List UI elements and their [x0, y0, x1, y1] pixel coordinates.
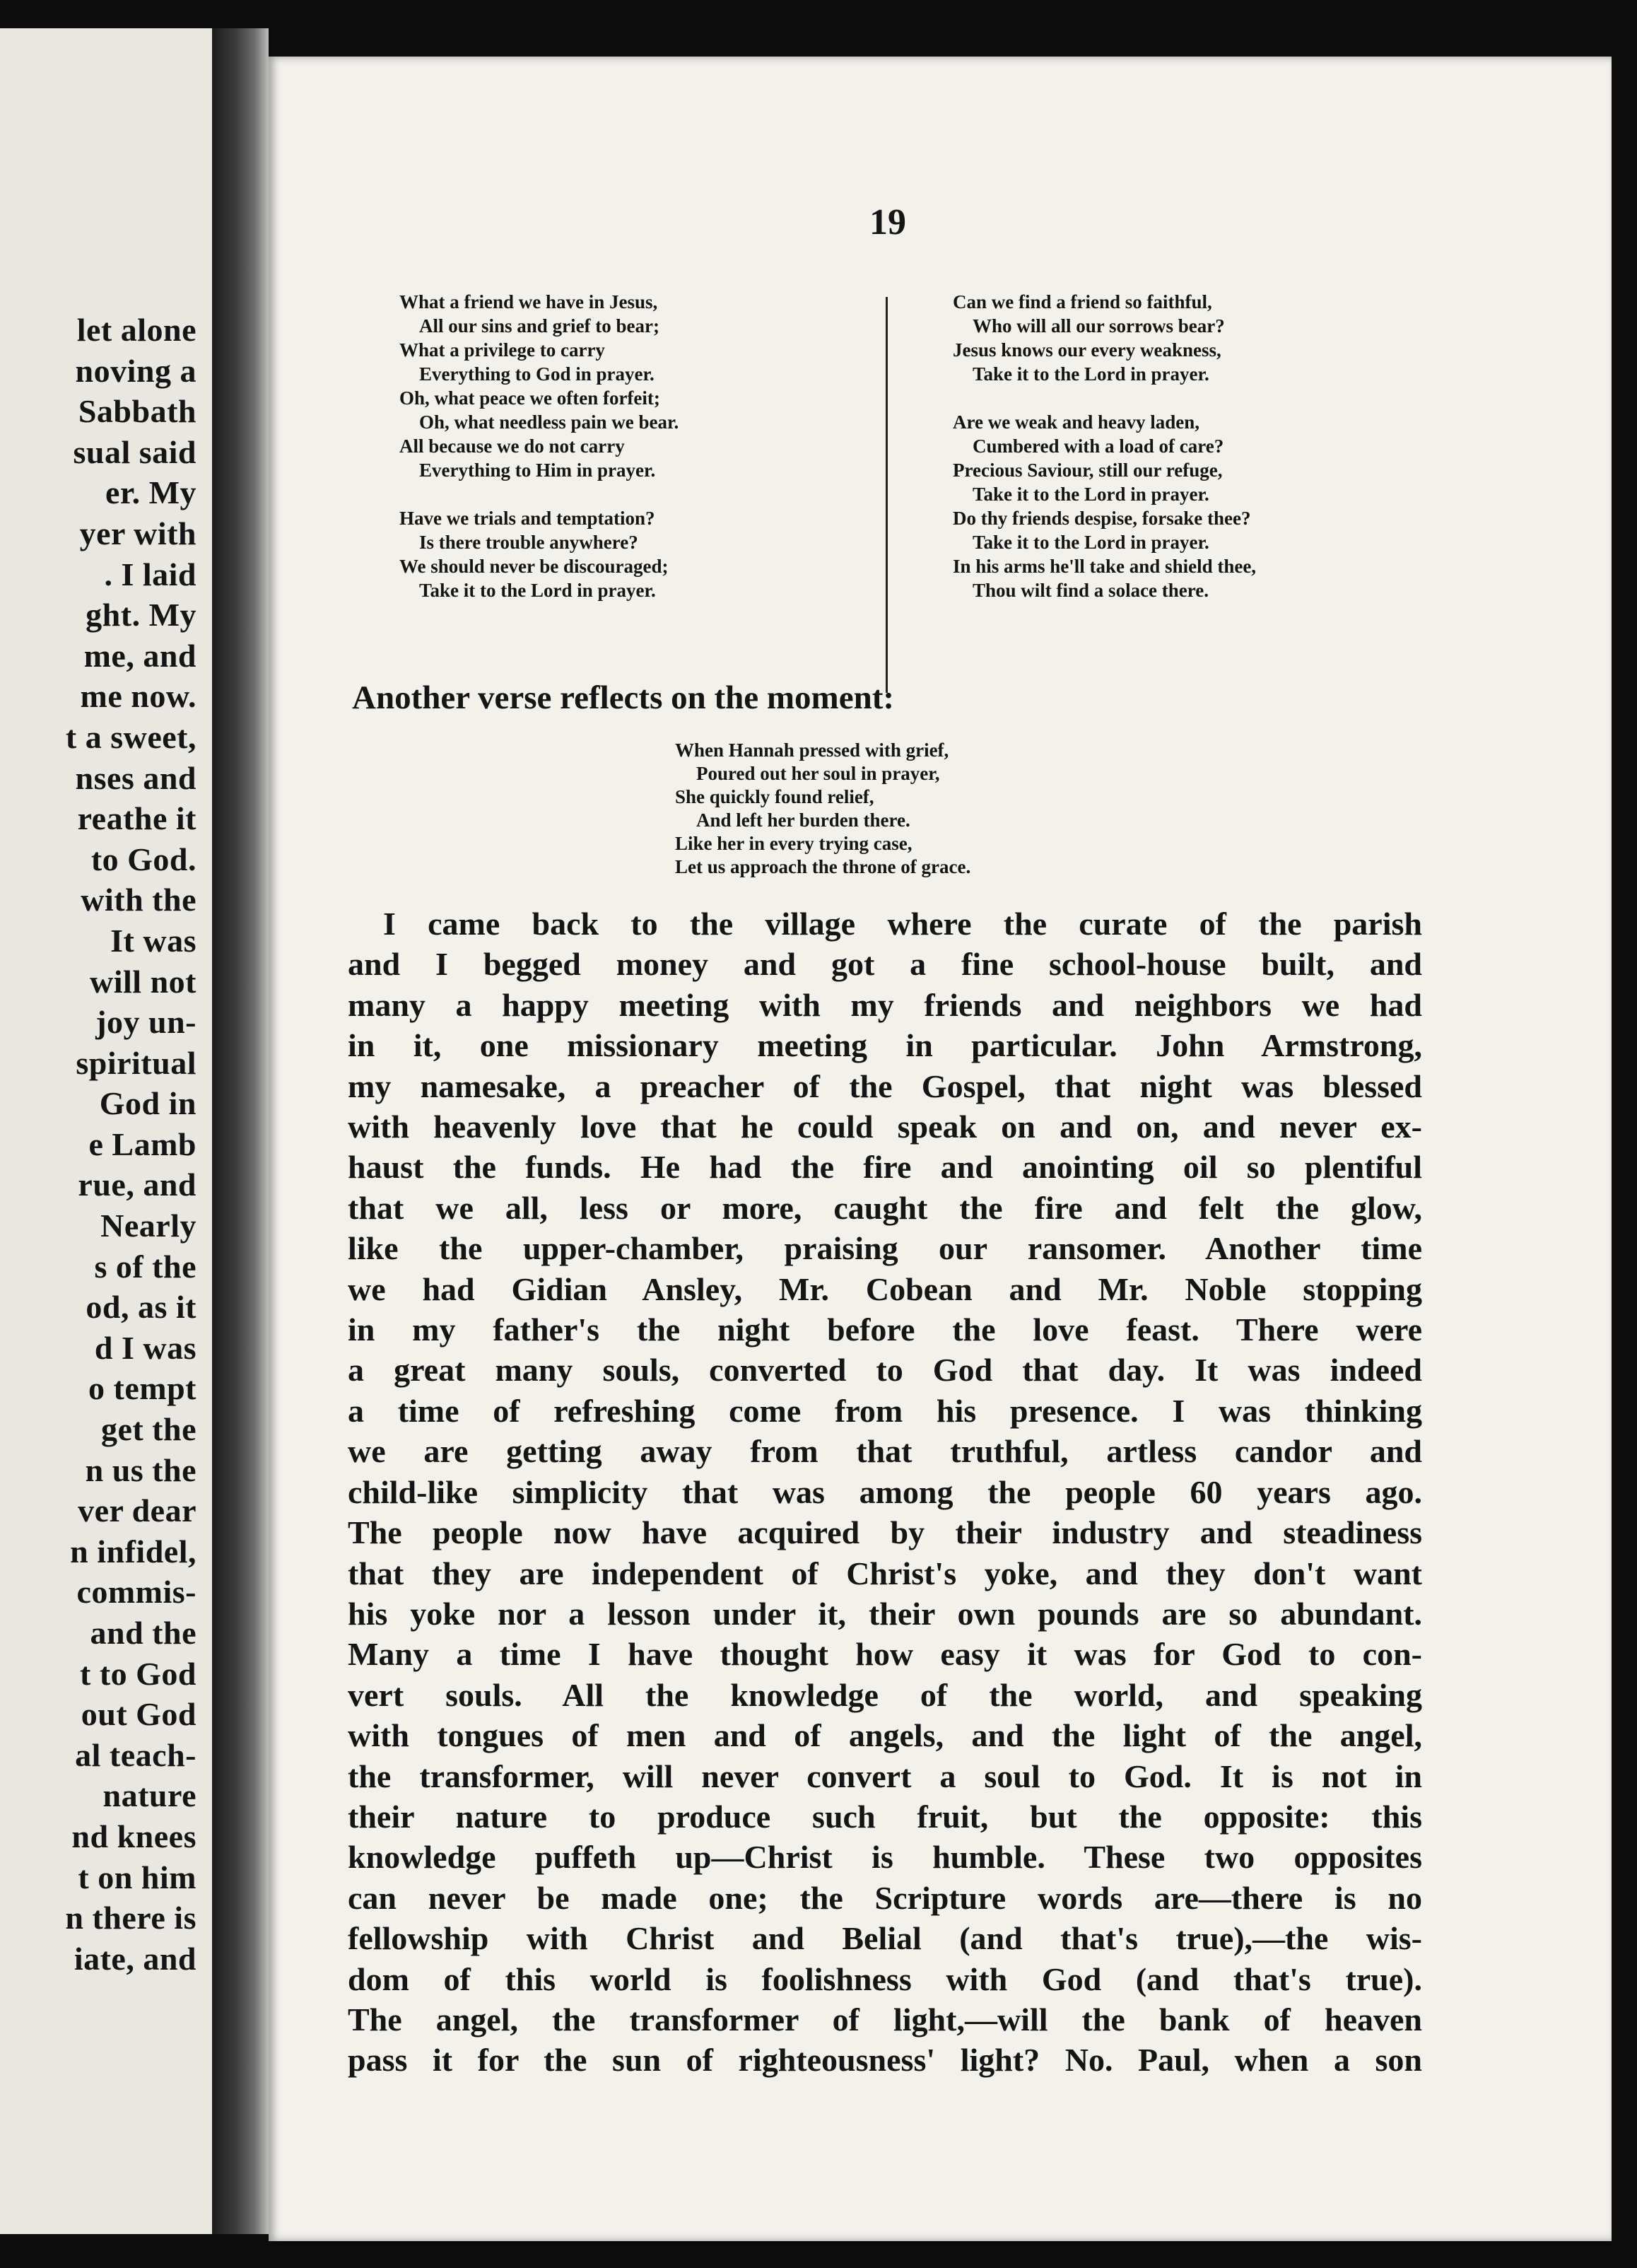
body-line: the transformer, will never convert a soul to God. It is not in	[348, 1758, 1422, 1794]
body-line: can never be made one; the Scripture words are—there is no	[348, 1879, 1422, 1916]
left-page-line: ght. My	[86, 597, 196, 633]
left-page-line: e Lamb	[88, 1126, 196, 1162]
body-line: dom of this world is foolishness with God (and that's true).	[348, 1960, 1422, 1997]
left-page-line: rue, and	[78, 1167, 196, 1203]
body-line: vert souls. All the knowledge of the world, and speaking	[348, 1676, 1422, 1713]
body-line: we had Gidian Ansley, Mr. Cobean and Mr. Noble stopping	[348, 1270, 1422, 1307]
hymn-stanza	[953, 410, 1462, 602]
hymn-line: Everything to God in prayer.	[419, 363, 655, 385]
hymn-left-column	[399, 290, 908, 626]
hymn-line: Take it to the Lord in prayer.	[973, 363, 1209, 385]
left-page-line: spiritual	[76, 1044, 196, 1081]
body-line: like the upper-chamber, praising our ransomer. Another time	[348, 1230, 1422, 1267]
left-page-line: s of the	[94, 1248, 196, 1285]
hymn-line: What a friend we have in Jesus,	[399, 291, 658, 312]
body-line: many a happy meeting with my friends and neighbors we had	[348, 986, 1422, 1023]
left-page-line: er. My	[105, 474, 196, 511]
book-gutter	[212, 28, 269, 2234]
left-page-line: with the	[81, 882, 196, 918]
hymn-line: Can we find a friend so faithful,	[953, 291, 1212, 312]
hymn-line: Do thy friends despise, forsake thee?	[953, 508, 1251, 529]
left-page-line: ver dear	[78, 1492, 196, 1529]
body-line: with tongues of men and of angels, and the light of the angel,	[348, 1717, 1422, 1754]
hymn-line: Are we weak and heavy laden,	[953, 411, 1200, 433]
verse-line: Let us approach the throne of grace.	[675, 856, 971, 877]
body-line: my namesake, a preacher of the Gospel, that night was blessed	[348, 1068, 1422, 1104]
verse-line: Like her in every trying case,	[675, 833, 913, 854]
verse-line: When Hannah pressed with grief,	[675, 740, 949, 761]
left-page-line: n there is	[65, 1900, 196, 1936]
left-facing-page	[0, 28, 212, 2234]
left-page-line: nd knees	[71, 1818, 196, 1854]
body-line: fellowship with Christ and Belial (and that's true),—the wis-	[348, 1920, 1422, 1957]
left-page-line: nses and	[75, 759, 196, 796]
hymn-line: Oh, what needless pain we bear.	[419, 411, 679, 433]
hymn-line: Who will all our sorrows bear?	[973, 315, 1225, 337]
left-page-line: Sabbath	[78, 393, 196, 430]
body-line: haust the funds. He had the fire and anointing oil so plentiful	[348, 1149, 1422, 1186]
verse-line: And left her burden there.	[696, 809, 910, 831]
left-page-line: to God.	[90, 841, 196, 877]
left-page-line: reathe it	[77, 800, 196, 837]
left-page-line: od, as it	[86, 1289, 196, 1326]
left-page-line: joy un-	[95, 1004, 196, 1041]
left-page-line: t to God	[80, 1655, 196, 1692]
left-page-line: It was	[110, 922, 196, 959]
hymn-stanza	[399, 506, 908, 602]
hymn-line: Thou wilt find a solace there.	[973, 580, 1209, 601]
hymn-right-column	[953, 290, 1462, 626]
verse-line: She quickly found relief,	[675, 786, 874, 807]
left-page-line: God in	[99, 1085, 196, 1122]
left-page-line: iate, and	[74, 1940, 196, 1977]
body-line: child-like simplicity that was among the people 60 years ago.	[348, 1473, 1422, 1510]
hymn-line: Oh, what peace we often forfeit;	[399, 387, 660, 409]
hymn-line: We should never be discouraged;	[399, 556, 669, 577]
left-page-line: me, and	[83, 637, 196, 674]
body-line: knowledge puffeth up—Christ is humble. These two opposites	[348, 1839, 1422, 1876]
hymn-line: All our sins and grief to bear;	[419, 315, 660, 337]
body-line: and I begged money and got a fine school-house built, and	[348, 946, 1422, 983]
page-number: 19	[869, 202, 906, 242]
left-page-line: sual said	[73, 433, 196, 470]
hymn-line: In his arms he'll take and shield thee,	[953, 556, 1257, 577]
left-page-line: get the	[100, 1411, 196, 1448]
inset-verse	[675, 739, 970, 879]
body-text	[348, 904, 1422, 2081]
left-page-line: out God	[81, 1696, 196, 1733]
hymn-line: Take it to the Lord in prayer.	[419, 580, 656, 601]
body-line: we are getting away from that truthful, artless candor and	[348, 1433, 1422, 1470]
body-line: in it, one missionary meeting in particular. John Armstrong,	[348, 1027, 1422, 1064]
left-page-text	[0, 310, 196, 1979]
left-page-line: d I was	[94, 1329, 196, 1366]
hymn-stanza	[953, 290, 1462, 386]
left-page-line: me now.	[80, 678, 196, 715]
body-line: a great many souls, converted to God that day. It was indeed	[348, 1352, 1422, 1389]
left-page-line: t on him	[78, 1859, 196, 1895]
body-line: The angel, the transformer of light,—will the bank of heaven	[348, 2001, 1422, 2038]
hymn-line: Is there trouble anywhere?	[419, 532, 638, 553]
body-line: Many a time I have thought how easy it was for God to con-	[348, 1636, 1422, 1673]
hymn-line: Everything to Him in prayer.	[419, 460, 656, 481]
left-page-line: yer with	[79, 515, 196, 551]
hymn-line: Take it to the Lord in prayer.	[973, 484, 1209, 505]
verse-heading: Another verse reflects on the moment:	[352, 679, 895, 716]
verse-line: Poured out her soul in prayer,	[696, 763, 940, 784]
hymn-stanza	[399, 290, 908, 482]
left-page-line: . I laid	[104, 556, 196, 592]
left-page-line: nature	[102, 1777, 196, 1814]
left-page-line: will not	[90, 963, 196, 1000]
left-page-line: noving a	[75, 352, 196, 389]
book-page	[269, 57, 1612, 2241]
left-page-line: n us the	[85, 1451, 196, 1488]
left-page-line: o tempt	[88, 1370, 196, 1407]
left-page-line: commis-	[76, 1574, 196, 1611]
body-line: in my father's the night before the love feast. There were	[348, 1311, 1422, 1348]
body-line: his yoke nor a lesson under it, their own pounds are so abundant.	[348, 1595, 1422, 1632]
hymn-line: Jesus knows our every weakness,	[953, 339, 1221, 361]
body-line: The people now have acquired by their industry and steadiness	[348, 1514, 1422, 1551]
hymn-line: What a privilege to carry	[399, 339, 605, 361]
hymn-line: Cumbered with a load of care?	[973, 436, 1224, 457]
body-line: that they are independent of Christ's yoke, and they don't want	[348, 1555, 1422, 1591]
left-page-line: Nearly	[100, 1208, 196, 1244]
column-divider	[886, 297, 888, 693]
body-line: a time of refreshing come from his presence. I was thinking	[348, 1392, 1422, 1429]
body-line: that we all, less or more, caught the fire and felt the glow,	[348, 1189, 1422, 1226]
hymn-line: Take it to the Lord in prayer.	[973, 532, 1209, 553]
body-line: with heavenly love that he could speak on and on, and never ex-	[348, 1109, 1422, 1145]
body-line: I came back to the village where the curate of the parish	[383, 906, 1422, 942]
left-page-line: t a sweet,	[65, 718, 196, 755]
left-page-line: let alone	[76, 312, 196, 348]
left-page-line: al teach-	[75, 1736, 196, 1773]
hymn-line: Have we trials and temptation?	[399, 508, 655, 529]
hymn-line: All because we do not carry	[399, 436, 625, 457]
hymn-line: Precious Saviour, still our refuge,	[953, 460, 1223, 481]
body-line: their nature to produce such fruit, but the opposite: this	[348, 1798, 1422, 1835]
left-page-line: and the	[90, 1615, 196, 1651]
left-page-line: n infidel,	[70, 1533, 196, 1570]
body-line: pass it for the sun of righteousness' light? No. Paul, when a son	[348, 2042, 1422, 2079]
